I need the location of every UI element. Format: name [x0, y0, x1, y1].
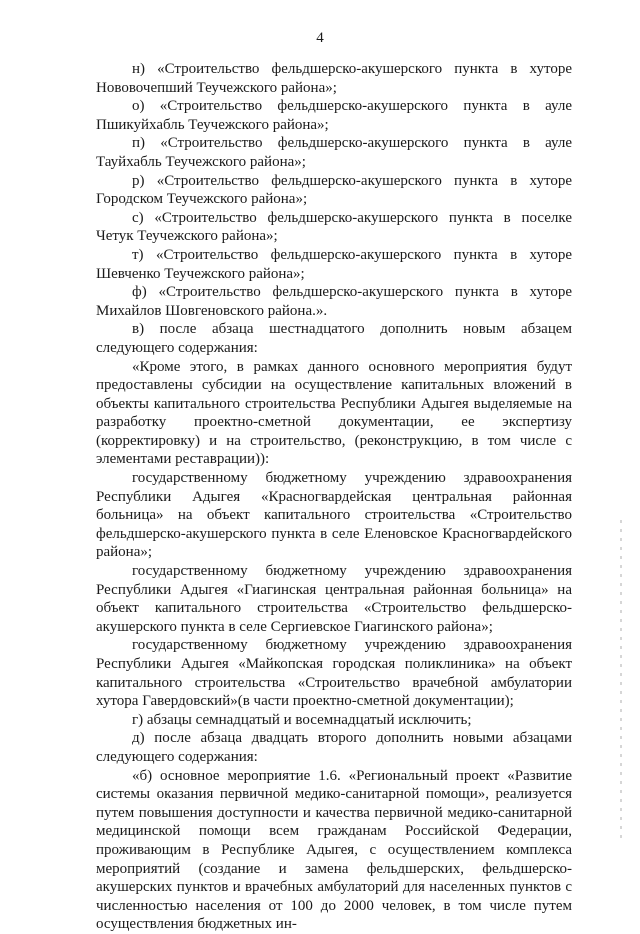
scan-edge-mark	[620, 520, 622, 840]
list-item-o: о) «Строительство фельдшерско-акушерского пункта в ауле Пшикуйхабль Теучежского района»;	[96, 98, 572, 133]
list-item-n: н) «Строительство фельдшерско-акушерского пункта в хуторе Нововочепший Теучежского района»;	[96, 61, 572, 96]
page-number: 4	[316, 30, 324, 46]
document-body	[96, 60, 572, 934]
recipient-krasnogvardeyskaya: государственному бюджетному учреждению здравоохранения Республики Адыгея «Красногвардейская центральная районная больница» на объект капитального строительства «Строительство фельдшерско-акушерского пункта в селе Еленовское Красногвардейского района»;	[96, 470, 572, 561]
quoted-paragraph-measure-1-6: «б) основное мероприятие 1.6. «Региональный проект «Развитие системы оказания первичной медико-санитарной помощи», реализуется путем повышения доступности и качества первичной медико-санитарной медицинской помощи всем гражданам Российской Федерации, проживающим в Республике Адыгея, с осуществлением комплекса мероприятий (создание и замена фельдшерских, фельдшерско-акушерских пунктов и врачебных амбулаторий для населенных пунктов с численностью населения от 100 до 2000 человек, в том числе путем осуществления бюджетных ин-	[96, 767, 572, 933]
list-item-p: п) «Строительство фельдшерско-акушерского пункта в ауле Тауйхабль Теучежского района»;	[96, 135, 572, 170]
recipient-maykopskaya: государственному бюджетному учреждению здравоохранения Республики Адыгея «Майкопская городская поликлиника» на объект капитального строительства «Строительство врачебной амбулатории хутора Гавердовский»(в части проектно-сметной документации);	[96, 637, 572, 710]
list-item-s: с) «Строительство фельдшерско-акушерского пункта в поселке Четук Теучежского района»;	[96, 209, 572, 245]
amendment-g: г) абзацы семнадцатый и восемнадцатый исключить;	[132, 711, 472, 728]
list-item-r: р) «Строительство фельдшерско-акушерского пункта в хуторе Городском Теучежского района»;	[96, 172, 572, 208]
list-item-t: т) «Строительство фельдшерско-акушерского пункта в хуторе Шевченко Теучежского района»;	[96, 246, 572, 282]
amendment-v: в) после абзаца шестнадцатого дополнить новым абзацем следующего содержания:	[96, 321, 572, 356]
quoted-paragraph-subsidies: «Кроме этого, в рамках данного основного мероприятия будут предоставлены субсидии на осуществление капитальных вложений в объекты капитального строительства Республики Адыгея выделяемые на разработку проектно-сметной документации, ее экспертизу (корректировку) и на строительство, (реконструкцию, в том числе с элементами реставрации)):	[96, 358, 572, 468]
list-item-f: ф) «Строительство фельдшерско-акушерского пункта в хуторе Михайлов Шовгеновского района.».	[96, 284, 572, 319]
amendment-d: д) после абзаца двадцать второго дополнить новыми абзацами следующего содержания:	[96, 730, 572, 765]
recipient-giaginskaya: государственному бюджетному учреждению здравоохранения Республики Адыгея «Гиагинская центральная районная больница» на объект капитального строительства «Строительство фельдшерско-акушерского пункта в селе Сергиевское Гиагинского района»;	[96, 563, 572, 635]
